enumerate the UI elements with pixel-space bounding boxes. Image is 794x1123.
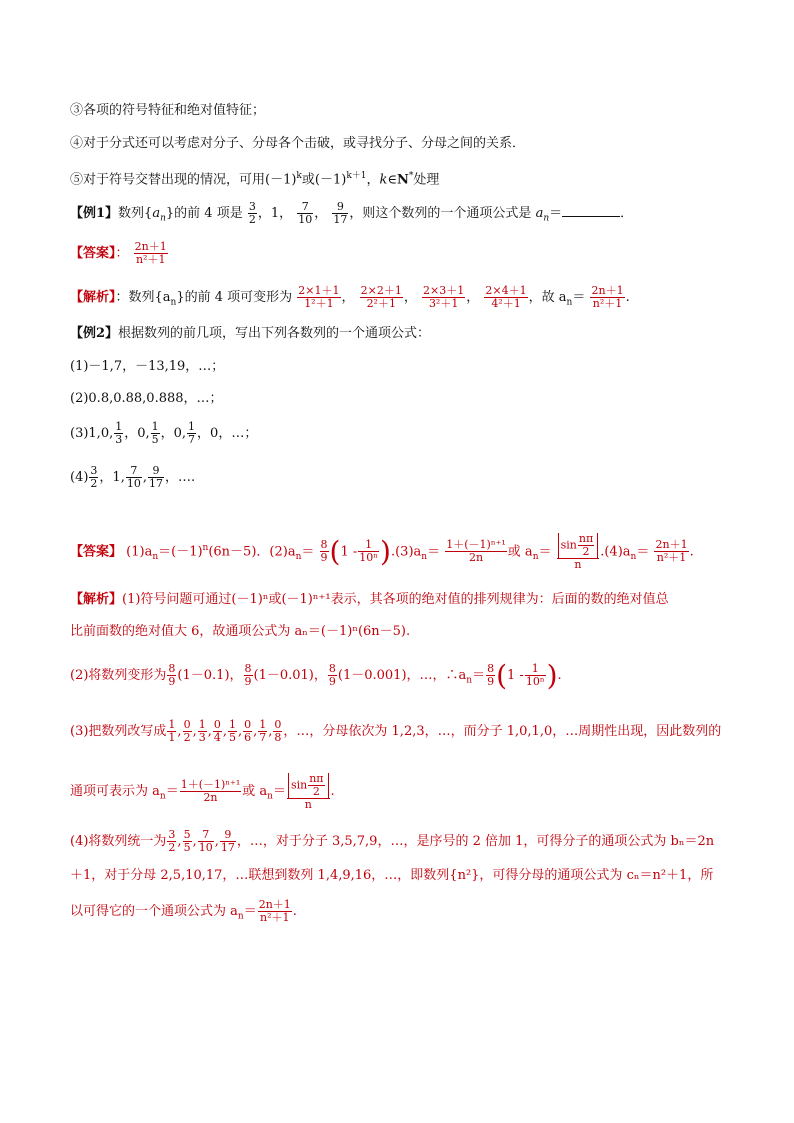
fraction: $\frac{1}{3}$ xyxy=(198,718,206,744)
fraction: $\frac{0}{2}$ xyxy=(183,718,191,744)
solution-2-line-6: (4)将数列统一为 $\frac{3}{2}$ , $\frac{5}{5}$ , $\frac{7}{10}$ , $\frac{9}{17}$ ，…，对于分子 3,5,7,9，…，是序号的 2 倍加 1，可得分子的通项公式为 bₙ＝2n xyxy=(70,828,715,854)
fraction: $\frac{1}{7}$ xyxy=(259,718,267,744)
fraction: $\frac{0}{4}$ xyxy=(213,718,221,744)
intro-line-3: ③各项的符号特征和绝对值特征； xyxy=(70,103,266,118)
solution-2-line-4: (3)把数列改写成 $\frac{1}{1}$ , $\frac{0}{2}$ , $\frac{1}{3}$ , $\frac{0}{4}$ , $\frac{1}{5}$ , $\frac{0}{6}$ , $\frac{1}{7}$ , $\frac{0}{8}$ ，…，分母依次为 1,2,3，…，而分子 1,0,1,0，…周期性出现，因此数列的 xyxy=(70,718,722,744)
fraction: $\frac{1}{5}$ xyxy=(228,718,236,744)
fraction: $\frac{1}{1}$ xyxy=(168,718,176,744)
fraction: $\frac{3}{2}$ xyxy=(168,828,176,854)
solution-2-line-3: (2)将数列变形为 $\frac{8}{9}$ (1－0.1)， $\frac{8}{9}$ (1－0.01)， $\frac{8}{9}$ (1－0.001)，…，$\therefore a_n=$ $\frac{8}{9}$ (1 - $\frac{1}{\text{10ⁿ}}$ ). xyxy=(70,658,562,692)
solution-2-line-2: 比前面数的绝对值大 6，故通项公式为 aₙ＝(－1)ⁿ(6n－5). xyxy=(70,624,411,639)
intro-line-5: ⑤对于符号交替出现的情况，可用$(-1)^k$或$(-1)^{k+1}$，k∈N*处理 xyxy=(70,171,440,188)
fraction: $\frac{9}{17}$ xyxy=(220,828,235,854)
example-1-solution: 【解析】：数列$\{a_n\}$的前 4 项可变形为 $\frac{2\times 1+1}{\text{1²＋1}}$ ， $\frac{2\times 2+1}{\text{2²＋1}}$ ， $\frac{2\times 3+1}{\text{3²＋1}}$ ， $\frac{2\times 4+1}{\text{4²＋1}}$ ，故 $a_n=$ $\frac{2n+1}{\text{n²＋1}}$ . xyxy=(70,284,630,310)
intro-line-4: ④对于分式还可以考虑对分子、分母各个击破，或寻找分子、分母之间的关系． xyxy=(70,136,526,151)
solution-2-line-5: 通项可表示为 $a_n=$ $\frac{\text{1＋(－1)ⁿ⁺¹}}{2n}$ 或 $a_n=$ sin $\frac{n\pi}{2}$ n . xyxy=(70,771,335,811)
solution-2-line-7: ＋1，对于分母 2,5,10,17，…联想到数列 1,4,9,16，…，即数列{n²}，可得分母的通项公式为 cₙ＝n²＋1，所 xyxy=(70,868,714,883)
example-2-answer: 【答案】 $(1)a_n=(-1)^n(6n-5)$．$(2)a_n=$ $\frac{8}{9}$ (1 - $\frac{1}{\text{10ⁿ}}$ )$.(3)a_n=$ $\frac{\text{1＋(－1)ⁿ⁺¹}}{2n}$ 或 $a_n=$ sin $\frac{n\pi}{2}$ n $.(4)a_n=$ $\frac{2n+1}{\text{n²＋1}}$ . xyxy=(70,531,694,571)
example-2-item-4: (4) $\frac{3}{2}$ ，1, $\frac{7}{10}$ , $\frac{9}{17}$ ，…. xyxy=(70,464,196,490)
example-1-answer: 【答案】： $\frac{2n+1}{\text{n²＋1}}$ xyxy=(70,240,167,266)
example-2-item-3: (3)1,0, $\frac{1}{3}$ ，0, $\frac{1}{5}$ ，0, $\frac{1}{7}$ ，0，…； xyxy=(70,420,258,446)
example-2-question: 【例2】根据数列的前几项，写出下列各数列的一个通项公式： xyxy=(70,326,431,341)
solution-2-line-1: 【解析】(1)符号问题可通过(－1)ⁿ或(－1)ⁿ⁺¹表示，其各项的绝对值的排列规律为：后面的数的绝对值总 xyxy=(70,592,669,607)
fraction: $\frac{7}{10}$ xyxy=(198,828,213,854)
example-1-question: 【例1】数列$\{a_n\}$的前 4 项是 $\frac{3}{2}$ ，1， $\frac{7}{10}$ ， $\frac{9}{17}$ ，则这个数列的一个通项公式是 $a_n=$ ． xyxy=(70,200,634,226)
solution-2-line-8: 以可得它的一个通项公式为 $a_n=$ $\frac{2n+1}{\text{n²＋1}}$ . xyxy=(70,898,297,924)
fraction: $\frac{0}{8}$ xyxy=(274,718,282,744)
example-2-item-1: (1)－1,7，－13,19，…； xyxy=(70,359,225,374)
answer-blank xyxy=(562,204,620,217)
fraction: $\frac{5}{5}$ xyxy=(183,828,191,854)
example-2-item-2: (2)0.8,0.88,0.888，…； xyxy=(70,391,223,406)
fraction: $\frac{0}{6}$ xyxy=(244,718,252,744)
